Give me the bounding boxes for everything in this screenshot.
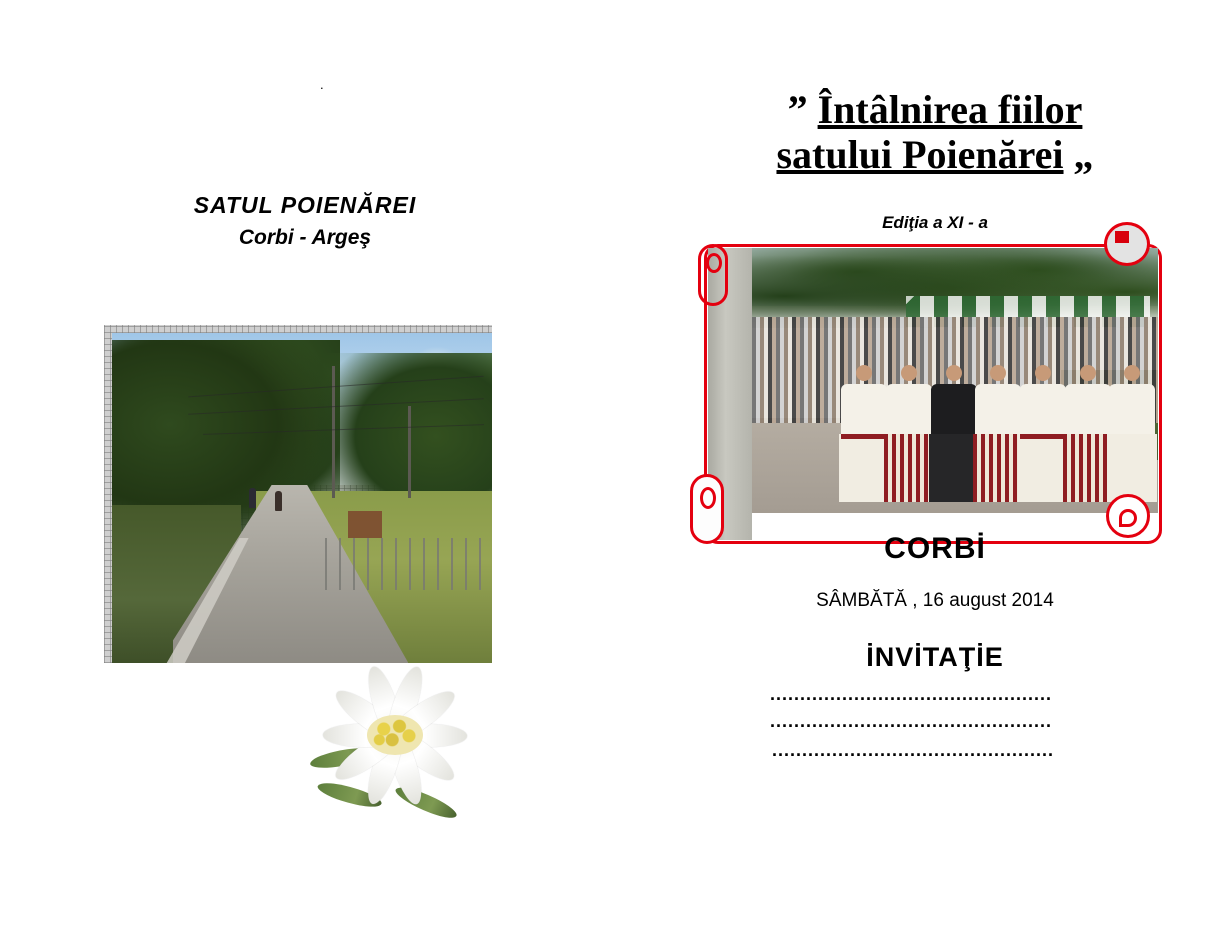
flower-center: [367, 715, 423, 755]
stray-dot-mark: .: [320, 77, 324, 92]
photo-dancer: [886, 365, 932, 503]
folk-dance-crowd-photo: [752, 248, 1158, 513]
title-line-1: Întâlnirea fiilor: [817, 87, 1083, 132]
edelweiss-flower-illustration: [300, 650, 490, 820]
fill-in-line[interactable]: ...............................................: [770, 684, 1053, 704]
right-page: [610, 0, 1221, 944]
village-title: SATUL POIENĂREI: [193, 192, 417, 218]
photo-dancer: [975, 365, 1021, 503]
village-subtitle: Corbi - Argeş: [238, 226, 372, 249]
edition-label: Ediţia a XI - a: [882, 213, 988, 232]
fill-in-line[interactable]: ...............................................: [770, 711, 1053, 731]
page-title: [680, 88, 1190, 178]
photo-dancer: [841, 365, 887, 503]
photo-pedestrian: [275, 491, 282, 511]
scroll-curl-top-left-icon: [698, 244, 728, 306]
event-date: SÂMBĂTĂ , 16 august 2014: [816, 590, 1054, 611]
title-line-2: satului Poienărei: [776, 131, 1064, 177]
village-road-photo: [112, 333, 492, 663]
scroll-curl-top-right-icon: [1104, 222, 1150, 266]
photo-block: [690, 218, 1170, 578]
photo-shed: [348, 511, 382, 537]
fill-in-line[interactable]: ...............................................: [772, 740, 1055, 760]
left-page: [0, 0, 610, 944]
photo-fence: [325, 538, 492, 591]
photo-dancer: [1020, 365, 1066, 503]
village-road-photo-frame: [104, 325, 492, 663]
title-open-quote: ”: [787, 87, 818, 132]
photo-dancer: [1065, 365, 1111, 503]
locality-name: CORBİ: [884, 532, 986, 565]
photo-dancer: [1109, 365, 1155, 503]
invitation-heading: İNVİTAŢİE: [866, 642, 1004, 672]
photo-dancer: [931, 365, 977, 503]
photo-pedestrian: [249, 488, 256, 508]
title-close-quote: „: [1063, 131, 1094, 177]
photo-utility-pole: [408, 406, 411, 498]
